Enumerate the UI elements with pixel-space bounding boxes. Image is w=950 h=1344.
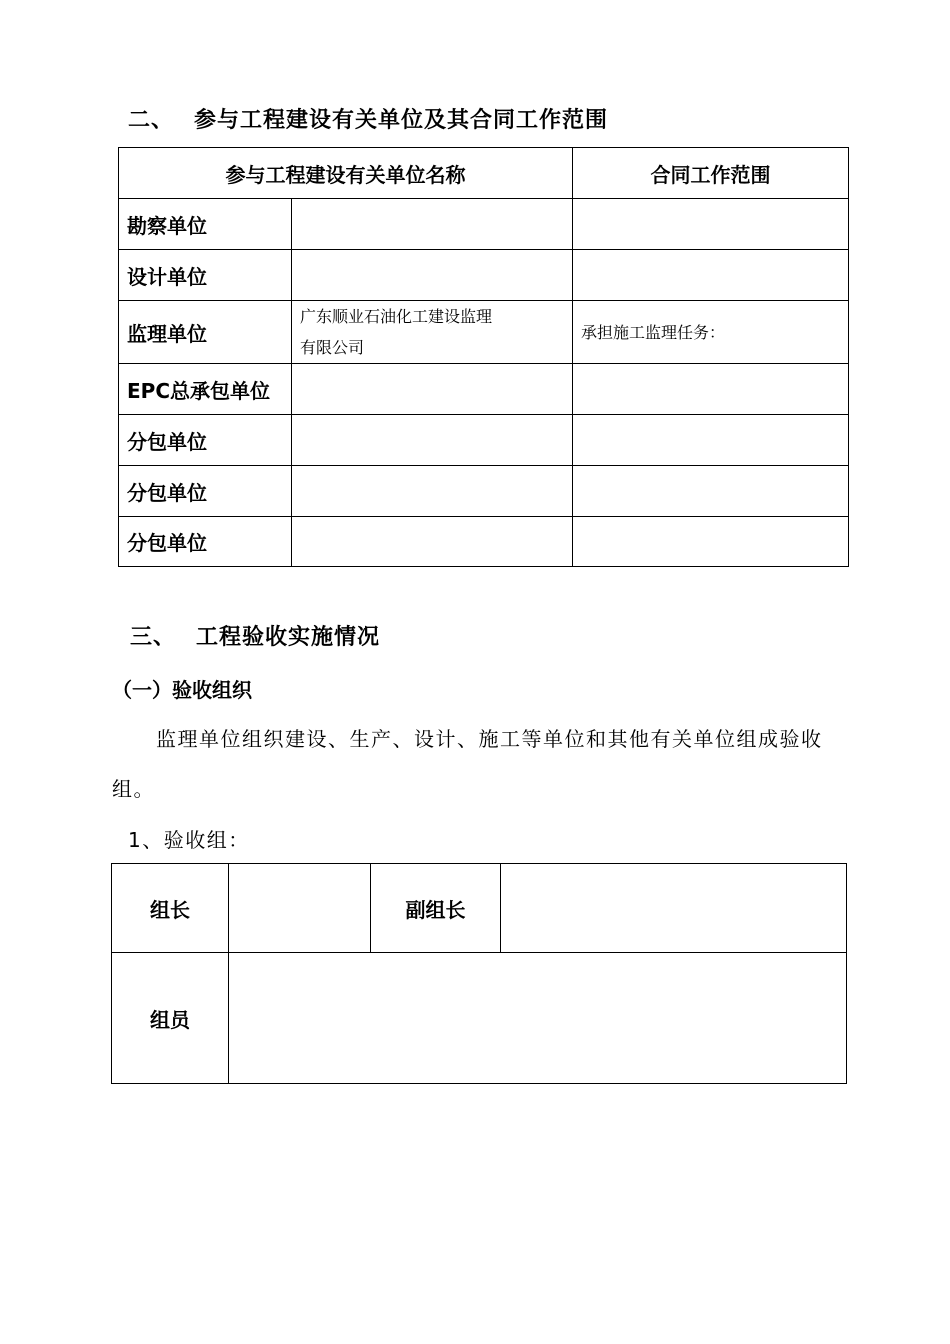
row-label: 设计单位 — [119, 250, 292, 301]
leader-label: 组长 — [112, 864, 229, 953]
section-3-heading — [130, 620, 380, 651]
deputy-leader-value — [501, 864, 847, 953]
table-row — [119, 415, 849, 466]
subsection-heading: （一）验收组织 — [112, 678, 252, 702]
paragraph-line-2: 组。 — [112, 777, 155, 801]
section-3-number: 三、 — [130, 625, 177, 650]
leader-value — [229, 864, 371, 953]
unit-name-line-1: 广东顺业石油化工建设监理 — [300, 307, 493, 326]
units-table — [118, 147, 849, 567]
row-scope — [573, 199, 849, 250]
paragraph-line-1: 监理单位组织建设、生产、设计、施工等单位和其他有关单位组成验收 — [156, 727, 823, 751]
row-unit-name — [292, 250, 573, 301]
row-unit-name — [292, 364, 573, 415]
section-2-title: 参与工程建设有关单位及其合同工作范围 — [194, 108, 609, 133]
row-scope — [573, 466, 849, 517]
list-item-1: 1、验收组： — [128, 828, 250, 852]
unit-name-line-2: 有限公司 — [300, 338, 365, 357]
row-label: 监理单位 — [119, 301, 292, 364]
row-label: 勘察单位 — [119, 199, 292, 250]
row-scope: 承担施工监理任务： — [573, 301, 849, 364]
section-3-title: 工程验收实施情况 — [196, 625, 381, 650]
table-row — [119, 364, 849, 415]
members-label: 组员 — [112, 953, 229, 1084]
row-label: 分包单位 — [119, 415, 292, 466]
row-unit-name — [292, 415, 573, 466]
row-label: 分包单位 — [119, 466, 292, 517]
row-scope — [573, 364, 849, 415]
header-unit-name: 参与工程建设有关单位名称 — [119, 148, 573, 199]
row-scope — [573, 517, 849, 567]
deputy-leader-label: 副组长 — [371, 864, 501, 953]
row-unit-name — [292, 517, 573, 567]
acceptance-group-table — [111, 863, 847, 1084]
section-2-heading — [128, 103, 608, 134]
row-unit-name — [292, 199, 573, 250]
header-contract-scope: 合同工作范围 — [573, 148, 849, 199]
row-unit-name — [292, 301, 573, 364]
members-row — [112, 953, 847, 1084]
row-unit-name — [292, 466, 573, 517]
row-label: 分包单位 — [119, 517, 292, 567]
row-scope — [573, 250, 849, 301]
table-row — [119, 250, 849, 301]
row-label: EPC总承包单位 — [119, 364, 292, 415]
leader-row — [112, 864, 847, 953]
table-header-row — [119, 148, 849, 199]
table-row — [119, 466, 849, 517]
table-row — [119, 301, 849, 364]
table-row — [119, 517, 849, 567]
section-2-number: 二、 — [128, 108, 175, 133]
members-value — [229, 953, 847, 1084]
row-scope — [573, 415, 849, 466]
table-row — [119, 199, 849, 250]
